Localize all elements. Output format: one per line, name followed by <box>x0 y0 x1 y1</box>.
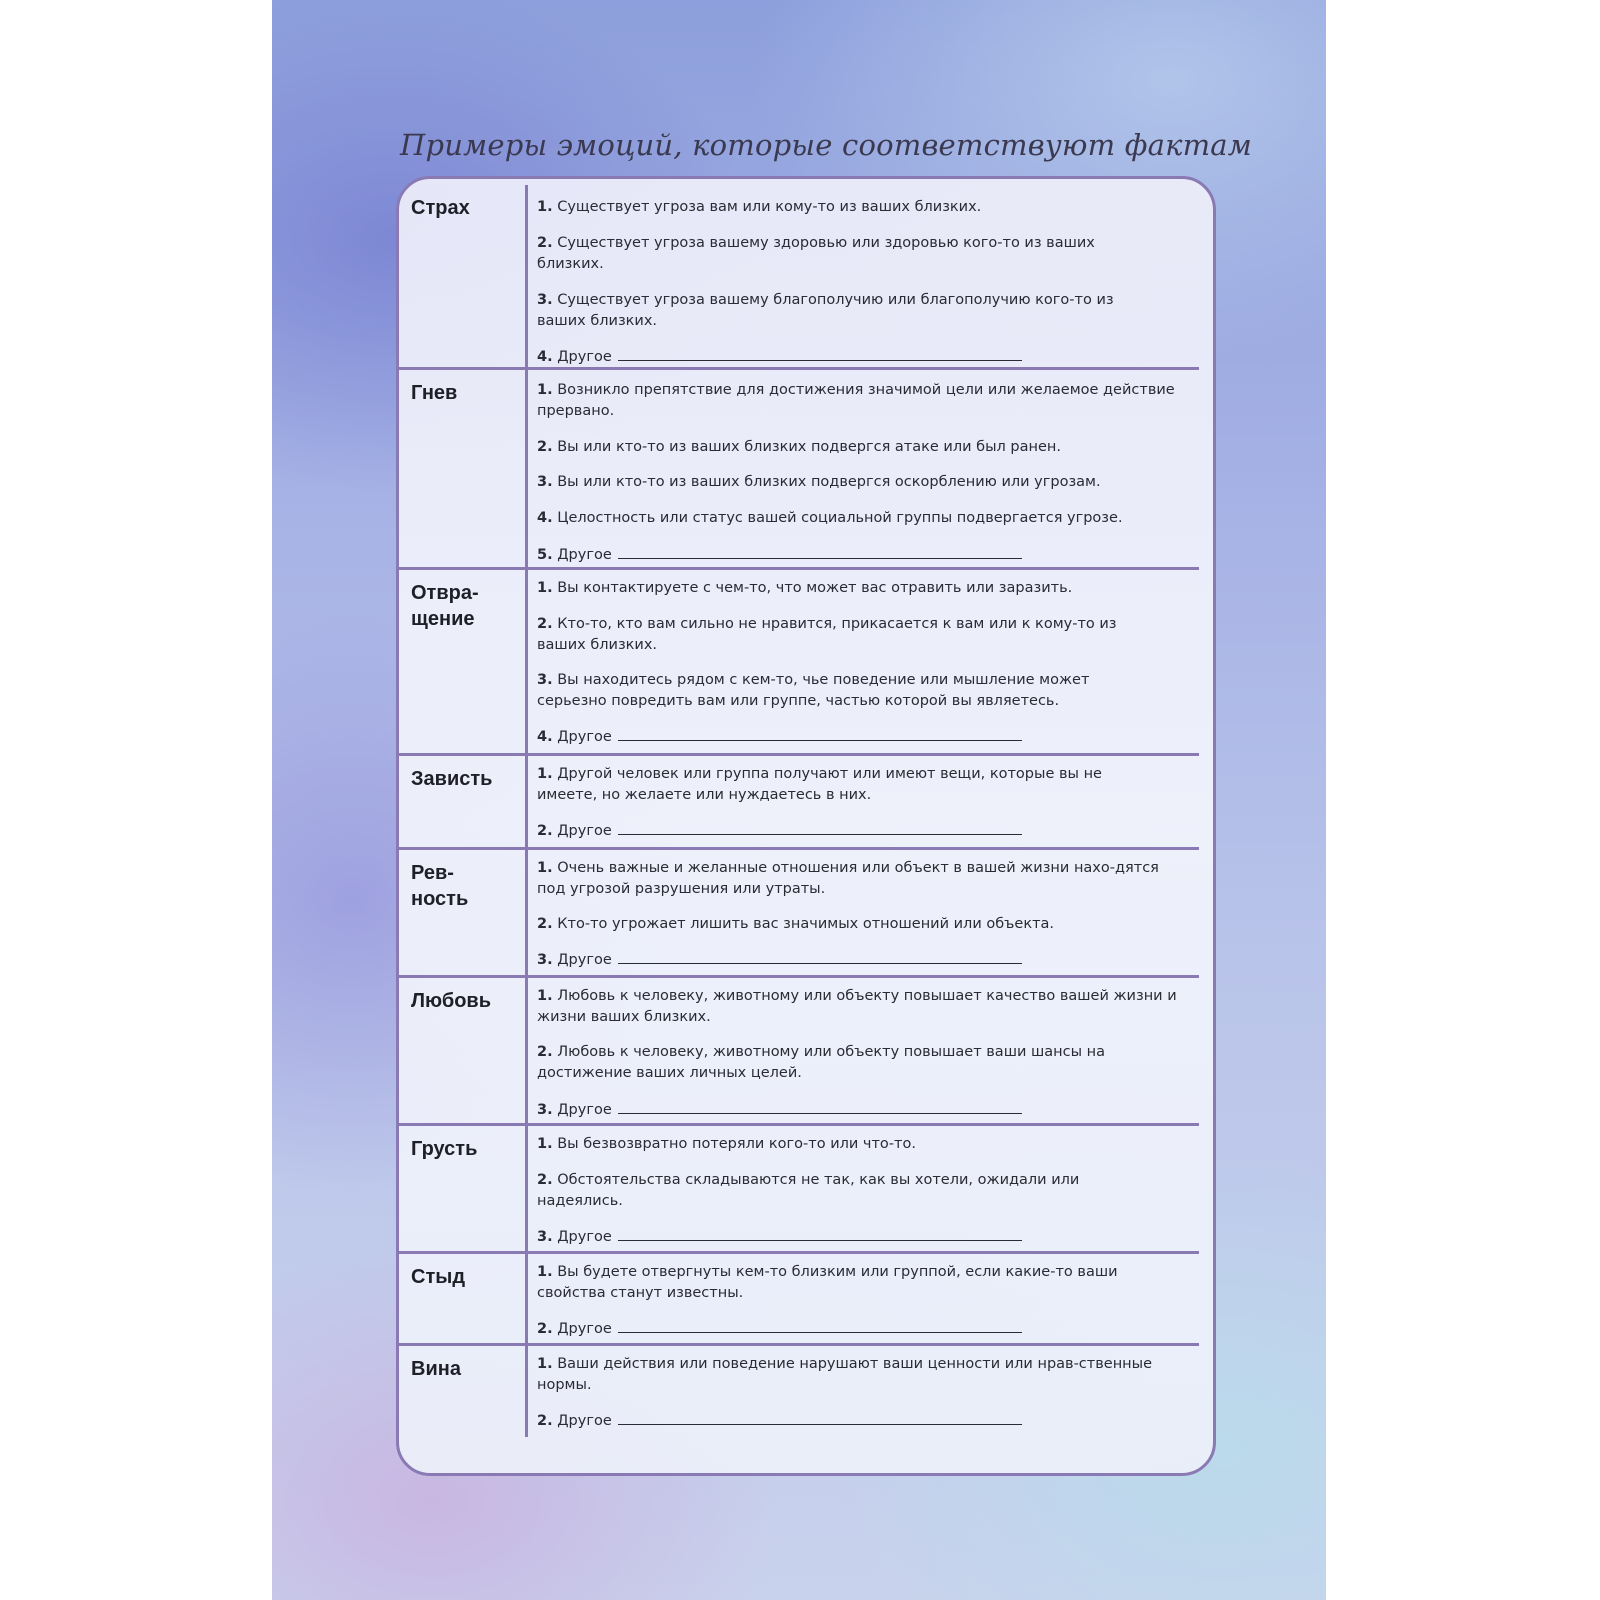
item-text: Другой человек или группа получают или имеют вещи, которые вы не имеете, но желаете или нуждаетесь в них. <box>537 766 1102 803</box>
item-number: 2. <box>537 439 553 455</box>
list-item <box>537 670 1162 712</box>
item-number: 2. <box>537 1172 553 1188</box>
item-text: Кто-то угрожает лишить вас значимых отношений или объекта. <box>557 916 1055 932</box>
list-item <box>537 1410 1197 1432</box>
item-text: Кто-то, кто вам сильно не нравится, прикасается к вам или к кому-то из ваших близких. <box>537 616 1117 653</box>
table-row-fear <box>399 185 1199 367</box>
list-item <box>537 578 1197 599</box>
column-divider <box>525 1346 528 1437</box>
item-text: Вы безвозвратно потеряли кого-то или что-то. <box>557 1136 916 1152</box>
list-item <box>537 986 1187 1028</box>
item-text: Любовь к человеку, животному или объекту повышает качество вашей жизни и жизни ваших близких. <box>537 988 1177 1025</box>
emotion-label-line: Отвра- <box>411 582 479 604</box>
list-item <box>537 233 1157 275</box>
emotion-label: Вина <box>411 1358 461 1380</box>
page-title: Примеры эмоций, которые соответствуют фактам <box>400 128 1253 162</box>
page-background <box>272 0 1326 1600</box>
table-row-sadness <box>399 1123 1199 1251</box>
table-row-envy <box>399 753 1199 847</box>
item-number: 2. <box>537 1044 553 1060</box>
list-item <box>537 820 1197 842</box>
list-item <box>537 346 1197 368</box>
column-divider <box>525 978 528 1123</box>
item-number: 1. <box>537 1356 553 1372</box>
item-number: 2. <box>537 916 553 932</box>
list-item <box>537 764 1157 806</box>
list-item <box>537 1354 1157 1396</box>
answer-blank-line[interactable] <box>618 544 1022 559</box>
answer-blank-line[interactable] <box>618 726 1022 741</box>
list-item <box>537 1042 1162 1084</box>
table-row-love <box>399 975 1199 1123</box>
list-item <box>537 197 1197 218</box>
item-number: 2. <box>537 1413 553 1429</box>
item-text: Ваши действия или поведение нарушают ваши ценности или нрав-ственные нормы. <box>537 1356 1153 1393</box>
emotion-label-line: щение <box>411 608 475 630</box>
item-text: Другое <box>557 1102 612 1118</box>
item-text: Другое <box>557 729 612 745</box>
item-text: Другое <box>557 1413 612 1429</box>
emotion-label: Гнев <box>411 382 458 404</box>
item-text: Очень важные и желанные отношения или объект в вашей жизни нахо-дятся под угрозой разрушения или утраты. <box>537 860 1159 897</box>
list-item <box>537 949 1197 971</box>
list-item <box>537 1226 1197 1248</box>
item-number: 3. <box>537 1229 553 1245</box>
list-item <box>537 726 1197 748</box>
list-item <box>537 437 1197 458</box>
emotion-label: Грусть <box>411 1138 478 1160</box>
item-number: 1. <box>537 766 553 782</box>
item-number: 3. <box>537 292 553 308</box>
emotion-label: Любовь <box>411 990 492 1012</box>
answer-blank-line[interactable] <box>618 346 1022 361</box>
list-item <box>537 380 1177 422</box>
answer-blank-line[interactable] <box>618 1099 1022 1114</box>
item-number: 2. <box>537 235 553 251</box>
item-number: 4. <box>537 729 553 745</box>
item-number: 1. <box>537 199 553 215</box>
item-text: Любовь к человеку, животному или объекту повышает ваши шансы на достижение ваших личных целей. <box>537 1044 1106 1081</box>
answer-blank-line[interactable] <box>618 1410 1022 1425</box>
item-number: 1. <box>537 988 553 1004</box>
emotion-label: Зависть <box>411 768 493 790</box>
list-item <box>537 858 1187 900</box>
table-row-guilt <box>399 1343 1199 1437</box>
table-row-jealousy <box>399 847 1199 975</box>
emotion-label <box>411 860 521 912</box>
emotion-label: Страх <box>411 197 470 219</box>
table-row-disgust <box>399 567 1199 753</box>
list-item <box>537 472 1197 493</box>
item-text: Вы или кто-то из ваших близких подвергся оскорблению или угрозам. <box>557 474 1101 490</box>
list-item <box>537 290 1157 332</box>
item-text: Обстоятельства складываются не так, как вы хотели, ожидали или надеялись. <box>537 1172 1080 1209</box>
list-item <box>537 544 1197 566</box>
answer-blank-line[interactable] <box>618 1226 1022 1241</box>
item-number: 3. <box>537 474 553 490</box>
item-text: Вы находитесь рядом с кем-то, чье поведение или мышление может серьезно повредить вам или группе, частью которой вы являетесь. <box>537 672 1090 709</box>
column-divider <box>525 185 528 367</box>
item-text: Другое <box>557 349 612 365</box>
item-text: Другое <box>557 1321 612 1337</box>
emotion-label: Стыд <box>411 1266 466 1288</box>
item-text: Другое <box>557 823 612 839</box>
item-text: Существует угроза вам или кому-то из ваших близких. <box>557 199 982 215</box>
column-divider <box>525 570 528 753</box>
item-number: 4. <box>537 349 553 365</box>
item-number: 2. <box>537 823 553 839</box>
item-number: 1. <box>537 580 553 596</box>
item-number: 1. <box>537 382 553 398</box>
emotion-label-line: Рев- <box>411 862 454 884</box>
list-item <box>537 1170 1157 1212</box>
answer-blank-line[interactable] <box>618 949 1022 964</box>
item-text: Вы или кто-то из ваших близких подвергся атаке или был ранен. <box>557 439 1062 455</box>
item-text: Целостность или статус вашей социальной группы подвергается угрозе. <box>557 510 1123 526</box>
item-text: Другое <box>557 1229 612 1245</box>
item-text: Другое <box>557 952 612 968</box>
emotion-label <box>411 580 521 632</box>
item-number: 3. <box>537 672 553 688</box>
item-text: Другое <box>557 547 612 563</box>
column-divider <box>525 850 528 975</box>
item-number: 4. <box>537 510 553 526</box>
list-item <box>537 1099 1197 1121</box>
column-divider <box>525 1126 528 1251</box>
table-row-anger <box>399 367 1199 567</box>
emotion-label-line: ность <box>411 888 469 910</box>
item-number: 2. <box>537 1321 553 1337</box>
list-item <box>537 1318 1197 1340</box>
list-item <box>537 614 1162 656</box>
column-divider <box>525 370 528 567</box>
column-divider <box>525 756 528 847</box>
item-number: 5. <box>537 547 553 563</box>
item-number: 1. <box>537 1136 553 1152</box>
item-text: Возникло препятствие для достижения значимой цели или желаемое действие прервано. <box>537 382 1175 419</box>
item-text: Вы контактируете с чем-то, что может вас отравить или заразить. <box>557 580 1073 596</box>
table-row-shame <box>399 1251 1199 1343</box>
item-text: Вы будете отвергнуты кем-то близким или группой, если какие-то ваши свойства станут известны. <box>537 1264 1118 1301</box>
column-divider <box>525 1254 528 1343</box>
list-item <box>537 1262 1187 1304</box>
item-text: Существует угроза вашему благополучию или благополучию кого-то из ваших близких. <box>537 292 1114 329</box>
item-number: 2. <box>537 616 553 632</box>
item-number: 1. <box>537 860 553 876</box>
answer-blank-line[interactable] <box>618 1318 1022 1333</box>
item-text: Существует угроза вашему здоровью или здоровью кого-то из ваших близких. <box>537 235 1095 272</box>
emotions-table-card <box>396 176 1216 1476</box>
answer-blank-line[interactable] <box>618 820 1022 835</box>
list-item <box>537 1134 1197 1155</box>
item-number: 1. <box>537 1264 553 1280</box>
list-item <box>537 914 1197 935</box>
item-number: 3. <box>537 952 553 968</box>
item-number: 3. <box>537 1102 553 1118</box>
list-item <box>537 508 1197 529</box>
